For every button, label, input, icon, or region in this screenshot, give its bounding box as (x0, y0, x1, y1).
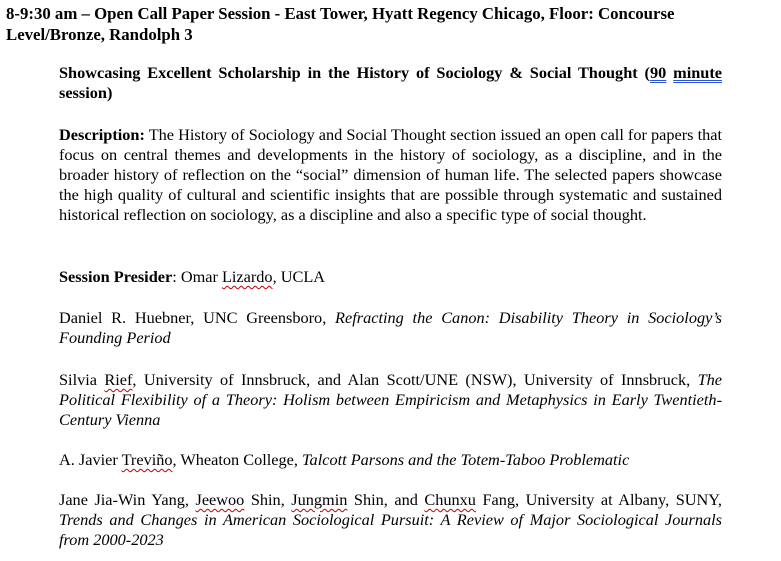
session-description (59, 125, 722, 225)
paper-authors-sep: Shin, (244, 490, 292, 509)
spelling-flag-author: Treviño (121, 450, 173, 469)
spelling-flag-author: Jungmin (291, 490, 348, 509)
paper-authors: A. Javier (59, 450, 122, 469)
paper-title: Talcott Parsons and the Totem-Taboo Problematic (302, 450, 630, 469)
paper-entry (59, 370, 722, 430)
presider-affiliation: , UCLA (272, 267, 326, 286)
paper-authors-affiliation: , Wheaton College, (172, 450, 302, 469)
session-title-text: Showcasing Excellent Scholarship in the History of Sociology & Social Thought ( (59, 63, 650, 82)
paper-entry (59, 308, 722, 348)
session-title (59, 63, 722, 103)
spelling-flag-author: Jeewoo (195, 490, 245, 509)
grammar-flag-90: 90 (649, 63, 667, 82)
paper-authors: Silvia (59, 370, 105, 389)
paper-authors-affiliation: , University of Innsbruck, and Alan Scott/UNE (NSW), University of Innsbruck, (132, 370, 698, 389)
paper-authors-sep: Shin, and (347, 490, 425, 509)
description-text: The History of Sociology and Social Thought section issued an open call for papers that focus on central themes and developments in the history of sociology, as a discipline, and in the broader history of reflection on the “social” dimension of human life. The selected papers showcase the high quality of cultural and scientific insights that are possible through systematic and sustained historical reflection on sociology, as a discipline and also a specific type of social thought. (59, 125, 722, 224)
presider-label: Session Presider (59, 267, 173, 286)
paper-entry (59, 450, 722, 470)
paper-title: Trends and Changes in American Sociological Pursuit: A Review of Major Sociological Journals from 2000-2023 (59, 510, 722, 549)
spelling-flag-author: Rief (104, 370, 133, 389)
paper-authors: Jane Jia-Win Yang, (59, 490, 196, 509)
spelling-flag-presider-surname: Lizardo (221, 267, 273, 286)
session-time-location-heading: 8-9:30 am – Open Call Paper Session - East Tower, Hyatt Regency Chicago, Floor: Concourse Level/Bronze, Randolph 3 (6, 4, 675, 44)
paper-title: Refracting the Canon: Disability Theory in Sociology’s Founding Period (59, 308, 722, 347)
session-title-end: session) (59, 83, 113, 102)
spelling-flag-author: Chunxu (424, 490, 476, 509)
paper-title: The Political Flexibility of a Theory: Holism between Empiricism and Metaphysics in Early Twentieth-Century Vienna (59, 370, 722, 429)
description-label: Description: (59, 125, 145, 144)
paper-authors-affiliation: Fang, University at Albany, SUNY, (475, 490, 722, 509)
grammar-flag-minute: minute (673, 63, 722, 82)
presider-colon: : Omar (172, 267, 222, 286)
session-presider (59, 267, 722, 287)
paper-entry (59, 490, 722, 550)
paper-authors: Daniel R. Huebner, UNC Greensboro, (59, 308, 336, 327)
